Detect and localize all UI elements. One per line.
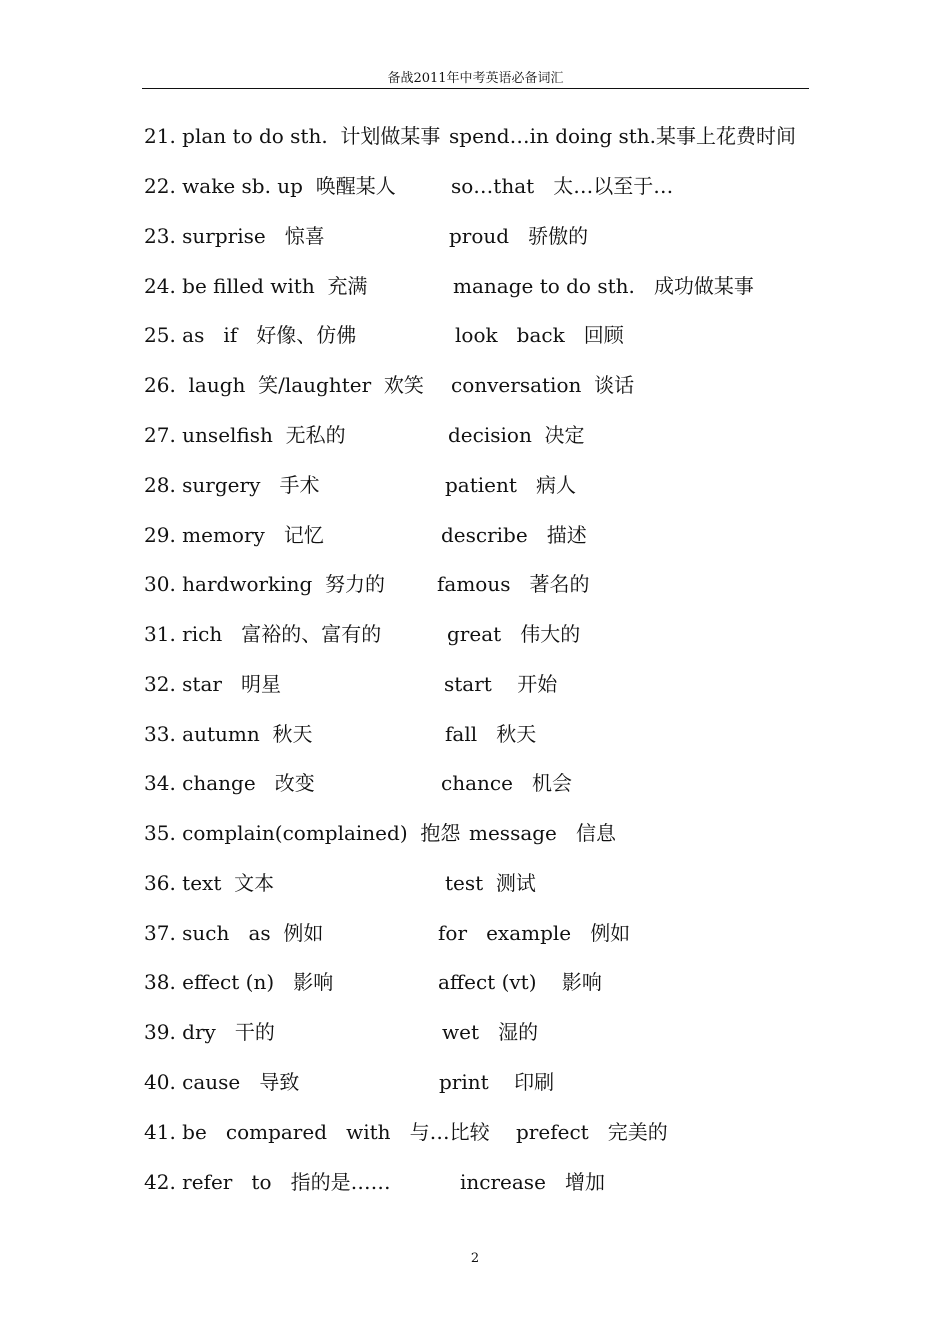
entry-term-secondary: manage to do sth. 成功做某事 (453, 274, 754, 298)
entry-term-secondary: message 信息 (469, 821, 616, 845)
list-item (0, 918, 950, 948)
entry-term: 40. cause 导致 (144, 1070, 300, 1094)
entry-term: 31. rich 富裕的、富有的 (144, 622, 382, 646)
list-item (0, 221, 950, 251)
list-item (0, 1117, 950, 1147)
list-item (0, 1067, 950, 1097)
entry-term-secondary: chance 机会 (441, 771, 572, 795)
page-number: 2 (470, 1251, 480, 1266)
list-item (0, 121, 950, 151)
list-item (0, 967, 950, 997)
entry-term-secondary: affect (vt) 影响 (438, 970, 602, 994)
entry-term-secondary: fall 秋天 (445, 722, 537, 746)
entry-term: 33. autumn 秋天 (144, 722, 313, 746)
entry-term: 34. change 改变 (144, 771, 315, 795)
list-item (0, 320, 950, 350)
entry-term: 27. unselfish 无私的 (144, 423, 346, 447)
entry-term: 36. text 文本 (144, 871, 275, 895)
entry-term: 22. wake sb. up 唤醒某人 (144, 174, 396, 198)
entry-term: 39. dry 干的 (144, 1020, 275, 1044)
entry-term-secondary: decision 决定 (448, 423, 585, 447)
entry-term: 37. such as 例如 (144, 921, 324, 945)
entry-term-secondary: proud 骄傲的 (449, 224, 589, 248)
entry-term-secondary: conversation 谈话 (451, 373, 635, 397)
entry-term: 26. laugh 笑/laughter 欢笑 (144, 373, 424, 397)
list-item (0, 818, 950, 848)
list-item (0, 470, 950, 500)
entry-term: 32. star 明星 (144, 672, 282, 696)
list-item (0, 719, 950, 749)
entry-term: 38. effect (n) 影响 (144, 970, 334, 994)
entry-term-secondary: print 印刷 (439, 1070, 555, 1094)
list-item (0, 420, 950, 450)
list-item (0, 619, 950, 649)
header-divider (142, 88, 809, 89)
entry-term-secondary: so…that 太…以至于… (451, 174, 674, 198)
list-item (0, 768, 950, 798)
entry-term: 28. surgery 手术 (144, 473, 320, 497)
entry-term: 41. be compared with 与…比较 (144, 1120, 490, 1144)
list-item (0, 171, 950, 201)
list-item (0, 569, 950, 599)
entry-term-secondary: famous 著名的 (437, 572, 590, 596)
entry-term-secondary: prefect 完美的 (516, 1120, 668, 1144)
entry-term: 25. as if 好像、仿佛 (144, 323, 357, 347)
list-item (0, 520, 950, 550)
entry-term-secondary: great 伟大的 (447, 622, 581, 646)
list-item (0, 271, 950, 301)
entry-term: 42. refer to 指的是…… (144, 1170, 391, 1194)
entry-term-secondary: look back 回顾 (455, 323, 624, 347)
entry-term: 21. plan to do sth. 计划做某事 (144, 124, 441, 148)
entry-term-secondary: spend…in doing sth.某事上花费时间 (449, 124, 797, 148)
page-header-title: 备战2011年中考英语必备词汇 (387, 71, 564, 86)
entry-term-secondary: wet 湿的 (442, 1020, 539, 1044)
list-item (0, 1017, 950, 1047)
entry-term-secondary: patient 病人 (445, 473, 576, 497)
entry-term-secondary: for example 例如 (438, 921, 631, 945)
list-item (0, 1167, 950, 1197)
entry-term: 29. memory 记忆 (144, 523, 324, 547)
list-item (0, 370, 950, 400)
entry-term: 35. complain(complained) 抱怨 (144, 821, 461, 845)
entry-term: 30. hardworking 努力的 (144, 572, 385, 596)
list-item (0, 868, 950, 898)
entry-term-secondary: start 开始 (444, 672, 558, 696)
entry-term-secondary: increase 增加 (460, 1170, 605, 1194)
entry-term-secondary: describe 描述 (441, 523, 587, 547)
entry-term-secondary: test 测试 (445, 871, 536, 895)
entry-term: 24. be filled with 充满 (144, 274, 368, 298)
list-item (0, 669, 950, 699)
entry-term: 23. surprise 惊喜 (144, 224, 325, 248)
